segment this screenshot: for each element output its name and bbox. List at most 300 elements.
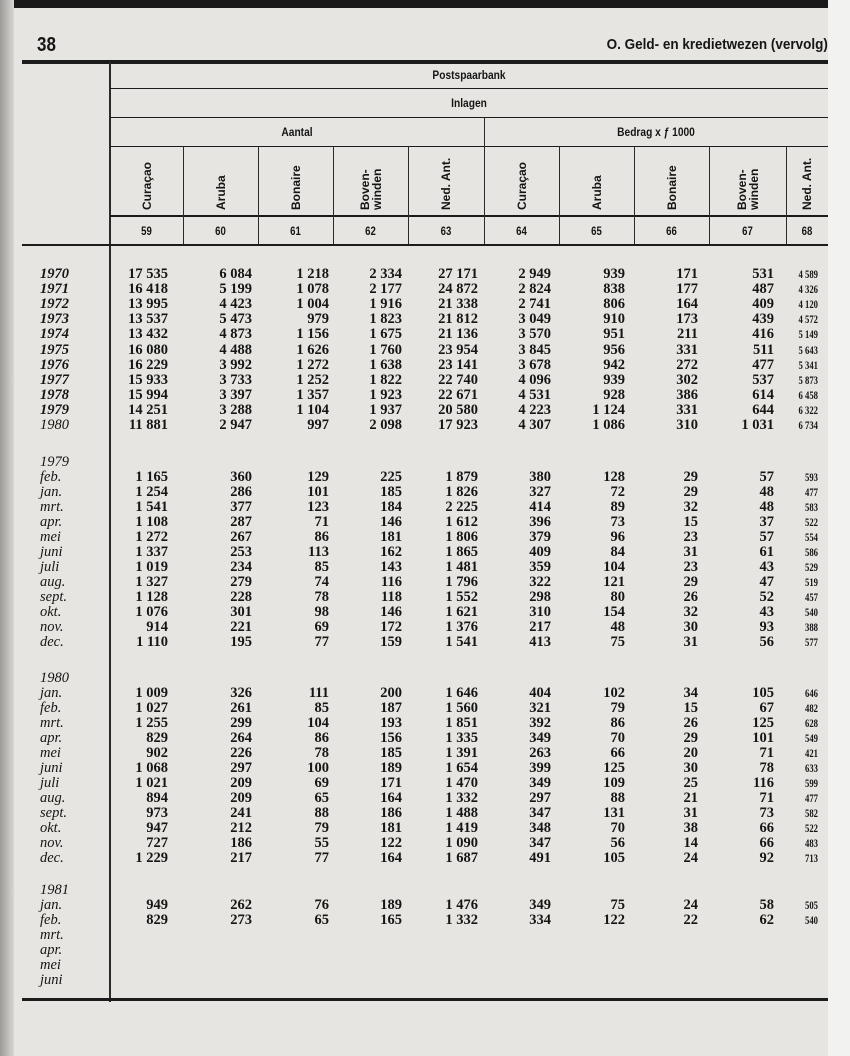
table-cell: 413 [529, 634, 551, 650]
table-cell: 5 873 [798, 372, 818, 387]
table-cell: 359 [529, 559, 551, 575]
table-cell: 522 [805, 821, 818, 835]
column-divider [786, 146, 787, 244]
table-cell: 104 [307, 715, 329, 731]
table-cell: 101 [307, 484, 329, 500]
table-cell: 262 [230, 897, 252, 913]
column-number: 62 [365, 224, 376, 238]
table-cell: 253 [230, 544, 252, 560]
section-title: O. Geld- en kredietwezen (vervolg) [606, 36, 828, 53]
table-cell: 73 [610, 514, 625, 530]
table-cell: 122 [380, 835, 402, 851]
table-cell: 15 994 [128, 386, 168, 403]
table-cell: 1 086 [592, 417, 625, 433]
table-cell: 88 [610, 790, 625, 806]
table-cell: 531 [752, 266, 774, 282]
table-cell: 1 031 [741, 417, 774, 433]
table-cell: 79 [314, 820, 329, 836]
column-divider [408, 146, 409, 244]
column-header: Boven- winden [357, 168, 384, 210]
row-label: jan. [40, 484, 63, 500]
row-label: sept. [40, 589, 67, 605]
table-cell: 56 [610, 835, 625, 851]
table-cell: 1 078 [296, 281, 329, 298]
table-cell: 16 418 [128, 281, 168, 298]
table-cell: 104 [603, 559, 625, 575]
table-cell: 457 [805, 590, 818, 604]
table-cell: 1 621 [445, 604, 478, 620]
table-cell: 5 149 [798, 327, 818, 342]
table-cell: 409 [752, 296, 774, 313]
table-cell: 2 177 [369, 281, 402, 298]
table-cell: 6 084 [219, 266, 252, 282]
table-cell: 1 541 [135, 499, 168, 515]
table-cell: 116 [381, 574, 402, 590]
table-cell: 713 [805, 851, 818, 865]
table-cell: 301 [230, 604, 252, 620]
table-cell: 89 [610, 499, 625, 515]
table-cell: 1 327 [135, 574, 168, 590]
table-cell: 184 [380, 499, 402, 515]
table-cell: 96 [610, 529, 625, 545]
row-label: 1979 [40, 401, 69, 418]
table-cell: 13 432 [128, 326, 168, 343]
table-cell: 29 [683, 469, 698, 485]
row-label: okt. [40, 820, 62, 836]
table-cell: 128 [603, 469, 625, 485]
table-cell: 15 933 [128, 371, 168, 388]
table-cell: 43 [759, 559, 774, 575]
table-cell: 159 [380, 634, 402, 650]
table-cell: 217 [529, 619, 551, 635]
table-cell: 894 [146, 790, 168, 806]
table-cell: 1 476 [445, 897, 478, 913]
table-cell: 1 638 [369, 356, 402, 373]
row-label: 1980 [40, 417, 69, 433]
table-cell: 22 740 [438, 371, 478, 388]
table-cell: 4 096 [518, 371, 551, 388]
row-label: 1979 [40, 454, 69, 470]
table-cell: 80 [610, 589, 625, 605]
table-cell: 1 104 [296, 401, 329, 418]
table-cell: 146 [380, 514, 402, 530]
table-cell: 65 [314, 912, 329, 928]
table-cell: 380 [529, 469, 551, 485]
row-label: sept. [40, 805, 67, 821]
row-label: feb. [40, 469, 62, 485]
table-cell: 1 481 [445, 559, 478, 575]
table-cell: 1 004 [296, 296, 329, 313]
table-cell: 1 156 [296, 326, 329, 343]
row-label: dec. [40, 634, 64, 650]
column-number: 67 [742, 224, 753, 238]
table-cell: 77 [314, 850, 329, 866]
table-cell: 272 [676, 356, 698, 373]
table-cell: 241 [230, 805, 252, 821]
table-cell: 93 [759, 619, 774, 635]
table-cell: 404 [529, 685, 551, 701]
table-cell: 211 [677, 326, 698, 343]
table-cell: 105 [603, 850, 625, 866]
column-number: 63 [440, 224, 452, 238]
table-cell: 1 470 [445, 775, 478, 791]
column-number: 64 [516, 224, 527, 238]
table-cell: 24 [683, 850, 698, 866]
table-cell: 195 [230, 634, 252, 650]
table-cell: 156 [380, 730, 402, 746]
table-cell: 228 [230, 589, 252, 605]
table-cell: 1 851 [445, 715, 478, 731]
table-cell: 942 [603, 356, 625, 373]
table-cell: 540 [805, 605, 818, 619]
table-cell: 1 357 [296, 386, 329, 403]
table-cell: 5 199 [219, 281, 252, 298]
table-cell: 13 995 [128, 296, 168, 313]
table-cell: 829 [146, 912, 168, 928]
table-cell: 164 [676, 296, 698, 313]
table-cell: 5 341 [798, 357, 818, 372]
table-cell: 297 [529, 790, 551, 806]
table-cell: 76 [314, 897, 329, 913]
table-cell: 209 [230, 775, 252, 791]
table-cell: 1 937 [369, 401, 402, 418]
table-cell: 15 [683, 514, 698, 530]
table-cell: 421 [805, 746, 818, 760]
table-cell: 321 [529, 700, 551, 716]
table-cell: 1 108 [135, 514, 168, 530]
table-cell: 349 [529, 897, 551, 913]
table-cell: 72 [610, 484, 625, 500]
top-rule [22, 60, 828, 64]
table-cell: 43 [759, 604, 774, 620]
table-cell: 189 [380, 760, 402, 776]
table-cell: 529 [805, 560, 818, 574]
table-cell: 21 136 [438, 326, 478, 343]
column-number: 65 [591, 224, 602, 238]
table-cell: 586 [805, 545, 818, 559]
table-cell: 25 [683, 775, 698, 791]
row-label: mrt. [40, 927, 64, 943]
table-cell: 31 [683, 805, 698, 821]
table-cell: 66 [610, 745, 625, 761]
table-cell: 1 255 [135, 715, 168, 731]
table-cell: 4 423 [219, 296, 252, 313]
table-cell: 1 879 [445, 469, 478, 485]
table-cell: 221 [230, 619, 252, 635]
table-cell: 186 [230, 835, 252, 851]
column-header: Curaçao [139, 161, 154, 210]
column-header: Aruba [213, 175, 228, 210]
table-cell: 109 [603, 775, 625, 791]
table-cell: 477 [752, 356, 774, 373]
table-cell: 263 [529, 745, 551, 761]
table-cell: 20 [683, 745, 698, 761]
table-cell: 348 [529, 820, 551, 836]
table-cell: 483 [805, 836, 818, 850]
table-cell: 997 [307, 417, 329, 433]
table-cell: 52 [759, 589, 774, 605]
column-divider [559, 146, 560, 244]
table-cell: 69 [314, 775, 329, 791]
table-cell: 61 [759, 544, 774, 560]
table-cell: 477 [805, 791, 818, 805]
table-cell: 409 [529, 544, 551, 560]
table-cell: 1 823 [369, 311, 402, 328]
table-cell: 487 [752, 281, 774, 298]
table-cell: 1 090 [445, 835, 478, 851]
table-cell: 1 128 [135, 589, 168, 605]
table-cell: 928 [603, 386, 625, 403]
row-label: 1977 [40, 371, 69, 388]
table-cell: 86 [314, 730, 329, 746]
table-cell: 78 [314, 589, 329, 605]
table-cell: 491 [529, 850, 551, 866]
table-cell: 200 [380, 685, 402, 701]
table-cell: 310 [676, 417, 698, 433]
table-cell: 129 [307, 469, 329, 485]
table-cell: 540 [805, 913, 818, 927]
table-cell: 3 049 [518, 311, 551, 328]
table-cell: 3 845 [518, 341, 551, 358]
table-cell: 212 [230, 820, 252, 836]
table-cell: 47 [759, 574, 774, 590]
table-cell: 1 796 [445, 574, 478, 590]
group-header: Postspaarbank [432, 68, 506, 82]
table-cell: 30 [683, 760, 698, 776]
table-cell: 261 [230, 700, 252, 716]
table-cell: 48 [759, 499, 774, 515]
row-label: mei [40, 529, 61, 545]
table-cell: 1 916 [369, 296, 402, 313]
column-header: Boven- winden [734, 168, 761, 210]
table-cell: 593 [805, 470, 818, 484]
header-rule [110, 88, 828, 89]
column-header: Curaçao [514, 161, 529, 210]
table-cell: 951 [603, 326, 625, 343]
table-cell: 2 225 [445, 499, 478, 515]
row-label: 1978 [40, 386, 69, 403]
table-cell: 1 822 [369, 371, 402, 388]
column-divider [634, 146, 635, 244]
table-cell: 78 [314, 745, 329, 761]
table-cell: 331 [676, 341, 698, 358]
table-cell: 302 [676, 371, 698, 388]
table-cell: 1 009 [135, 685, 168, 701]
table-cell: 65 [314, 790, 329, 806]
table-cell: 105 [752, 685, 774, 701]
table-cell: 84 [610, 544, 625, 560]
table-cell: 327 [529, 484, 551, 500]
table-cell: 2 824 [518, 281, 551, 298]
table-cell: 113 [308, 544, 329, 560]
table-cell: 14 251 [128, 401, 168, 418]
table-cell: 66 [759, 835, 774, 851]
table-cell: 21 [683, 790, 698, 806]
table-cell: 56 [759, 634, 774, 650]
table-cell: 26 [683, 589, 698, 605]
table-cell: 177 [676, 281, 698, 298]
table-cell: 78 [759, 760, 774, 776]
table-cell: 388 [805, 620, 818, 634]
table-cell: 1 391 [445, 745, 478, 761]
table-cell: 31 [683, 634, 698, 650]
table-cell: 162 [380, 544, 402, 560]
row-label: mei [40, 745, 61, 761]
table-cell: 299 [230, 715, 252, 731]
table-cell: 522 [805, 515, 818, 529]
table-cell: 1 027 [135, 700, 168, 716]
row-label: 1973 [40, 311, 69, 328]
table-cell: 5 473 [219, 311, 252, 328]
table-cell: 1 612 [445, 514, 478, 530]
table-cell: 1 376 [445, 619, 478, 635]
table-cell: 979 [307, 311, 329, 328]
table-cell: 34 [683, 685, 698, 701]
table-cell: 1 687 [445, 850, 478, 866]
row-label: 1971 [40, 281, 69, 298]
table-cell: 4 307 [518, 417, 551, 433]
table-cell: 121 [603, 574, 625, 590]
table-cell: 23 954 [438, 341, 478, 358]
table-cell: 1 419 [445, 820, 478, 836]
table-cell: 554 [805, 530, 818, 544]
table-cell: 1 552 [445, 589, 478, 605]
table-cell: 902 [146, 745, 168, 761]
table-cell: 334 [529, 912, 551, 928]
table-cell: 1 646 [445, 685, 478, 701]
column-number: 66 [666, 224, 677, 238]
scan-binding-edge [0, 0, 14, 1056]
table-cell: 62 [759, 912, 774, 928]
table-cell: 86 [610, 715, 625, 731]
table-cell: 4 589 [798, 267, 818, 281]
table-cell: 125 [603, 760, 625, 776]
table-cell: 5 643 [798, 342, 818, 357]
column-number: 59 [141, 224, 152, 238]
row-label: jan. [40, 897, 63, 913]
table-cell: 181 [380, 820, 402, 836]
table-cell: 297 [230, 760, 252, 776]
table-cell: 98 [314, 604, 329, 620]
table-cell: 347 [529, 805, 551, 821]
column-number: 61 [290, 224, 301, 238]
table-cell: 414 [529, 499, 551, 515]
table-cell: 77 [314, 634, 329, 650]
table-cell: 1 021 [135, 775, 168, 791]
row-label: juli [40, 559, 60, 575]
header-rule [110, 117, 828, 118]
table-cell: 3 397 [219, 386, 252, 403]
table-cell: 286 [230, 484, 252, 500]
scan-top-edge [0, 0, 850, 8]
table-cell: 146 [380, 604, 402, 620]
table-cell: 956 [603, 341, 625, 358]
table-cell: 1 218 [296, 266, 329, 282]
column-number: 60 [215, 224, 226, 238]
table-cell: 102 [603, 685, 625, 701]
table-cell: 111 [308, 685, 329, 701]
table-cell: 21 812 [438, 311, 478, 328]
table-cell: 287 [230, 514, 252, 530]
column-divider [709, 146, 710, 244]
table-cell: 67 [759, 700, 774, 716]
table-cell: 1 654 [445, 760, 478, 776]
table-cell: 32 [683, 499, 698, 515]
table-cell: 143 [380, 559, 402, 575]
table-cell: 70 [610, 820, 625, 836]
row-label: jan. [40, 685, 63, 701]
row-label: mei [40, 957, 61, 973]
table-cell: 549 [805, 731, 818, 745]
table-cell: 1 760 [369, 341, 402, 358]
row-label: mrt. [40, 499, 64, 515]
table-cell: 349 [529, 730, 551, 746]
table-cell: 22 [683, 912, 698, 928]
header-bottom-rule [22, 244, 828, 246]
table-cell: 209 [230, 790, 252, 806]
table-cell: 1 337 [135, 544, 168, 560]
table-cell: 6 322 [798, 402, 818, 417]
column-header: Bonaire [664, 165, 679, 210]
table-cell: 939 [603, 266, 625, 282]
table-cell: 20 580 [438, 401, 478, 418]
table-cell: 1 110 [136, 634, 168, 650]
table-cell: 75 [610, 897, 625, 913]
table-cell: 947 [146, 820, 168, 836]
table-cell: 21 338 [438, 296, 478, 313]
table-cell: 1 272 [135, 529, 168, 545]
page-number: 38 [37, 34, 56, 56]
row-label: okt. [40, 604, 62, 620]
table-cell: 1 488 [445, 805, 478, 821]
column-divider [258, 146, 259, 244]
table-cell: 234 [230, 559, 252, 575]
table-cell: 3 733 [219, 371, 252, 388]
table-cell: 14 [683, 835, 698, 851]
column-header: Bonaire [288, 165, 303, 210]
table-cell: 1 068 [135, 760, 168, 776]
table-cell: 279 [230, 574, 252, 590]
table-cell: 949 [146, 897, 168, 913]
table-cell: 24 872 [438, 281, 478, 298]
table-cell: 185 [380, 745, 402, 761]
table-cell: 29 [683, 730, 698, 746]
row-label: feb. [40, 700, 62, 716]
table-cell: 838 [603, 281, 625, 298]
table-cell: 23 141 [438, 356, 478, 373]
table-cell: 1 541 [445, 634, 478, 650]
table-cell: 58 [759, 897, 774, 913]
row-label: apr. [40, 942, 63, 958]
column-divider [484, 146, 485, 244]
table-cell: 226 [230, 745, 252, 761]
table-cell: 29 [683, 574, 698, 590]
table-cell: 583 [805, 500, 818, 514]
table-cell: 331 [676, 401, 698, 418]
table-cell: 4 488 [219, 341, 252, 358]
table-cell: 2 741 [518, 296, 551, 313]
table-cell: 31 [683, 544, 698, 560]
stub-divider [109, 62, 111, 1002]
table-cell: 37 [759, 514, 774, 530]
table-cell: 171 [676, 266, 698, 282]
table-cell: 16 229 [128, 356, 168, 373]
table-cell: 24 [683, 897, 698, 913]
table-cell: 57 [759, 469, 774, 485]
table-cell: 614 [752, 386, 774, 403]
table-cell: 914 [146, 619, 168, 635]
table-cell: 1 124 [592, 401, 625, 418]
